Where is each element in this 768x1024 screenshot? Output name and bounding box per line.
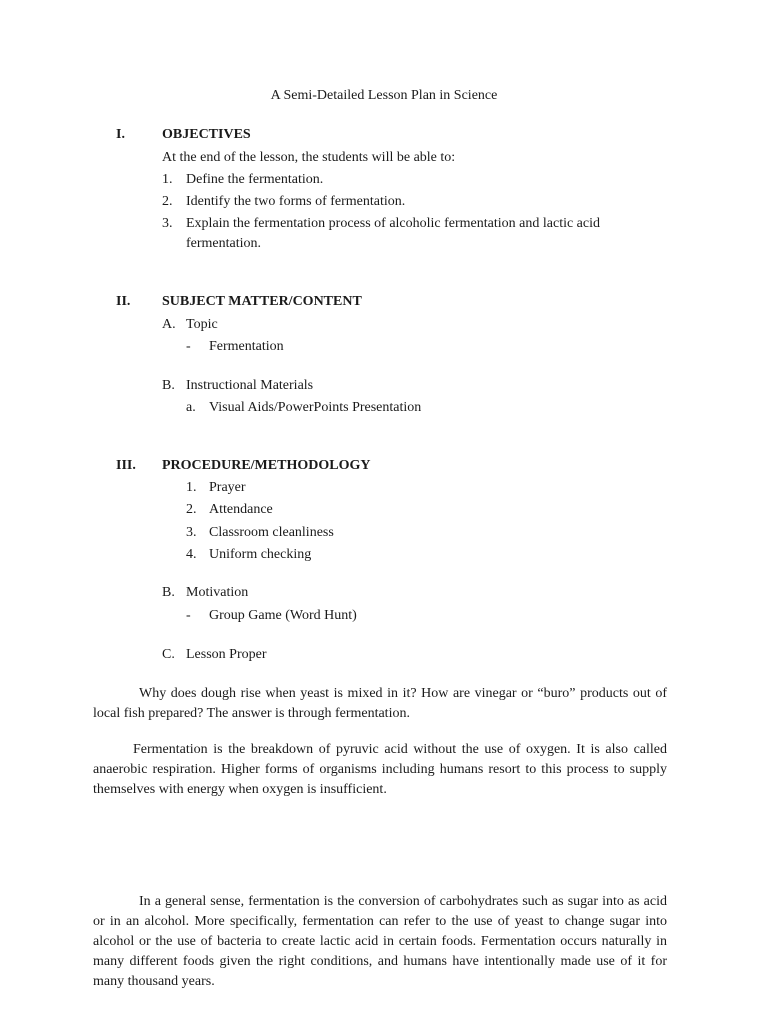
body-paragraph	[93, 740, 667, 800]
objective-item: Define the fermentation.	[186, 172, 324, 187]
subsection-letter: B.	[162, 585, 175, 600]
subsection-letter: C.	[162, 647, 175, 662]
section-heading-objectives: OBJECTIVES	[162, 127, 251, 142]
section-heading-subject-matter: SUBJECT MATTER/CONTENT	[162, 294, 362, 309]
section-numeral-procedure: III.	[116, 458, 136, 473]
bullet-dash: -	[186, 608, 191, 623]
topic-label: Topic	[186, 317, 218, 332]
body-paragraph	[93, 684, 667, 724]
section-numeral-subject-matter: II.	[116, 294, 131, 309]
objective-item: Identify the two forms of fermentation.	[186, 194, 406, 209]
topic-value: Fermentation	[209, 339, 284, 354]
procedure-number: 3.	[186, 525, 197, 540]
objectives-intro: At the end of the lesson, the students will be able to:	[162, 150, 456, 165]
subsection-letter: A.	[162, 317, 176, 332]
bullet-dash: -	[186, 339, 191, 354]
motivation-label: Motivation	[186, 585, 249, 600]
section-heading-procedure: PROCEDURE/METHODOLOGY	[162, 458, 371, 473]
procedure-item: Classroom cleanliness	[209, 525, 334, 540]
materials-value: Visual Aids/PowerPoints Presentation	[209, 400, 422, 415]
sub-item-letter: a.	[186, 400, 196, 415]
paragraph-text: In a general sense, fermentation is the conversion of carbohydrates such as sugar into as acid or in an alcohol. More specifically, fermentation can refer to the use of yeast to change sugar into alcohol or the use of bacteria to create lactic acid in certain foods. Fermentation occurs naturally in many different foods given the right conditions, and humans have intentionally made use of it for many thousand years.	[93, 894, 667, 989]
procedure-item: Uniform checking	[209, 547, 312, 562]
body-paragraph	[93, 892, 667, 992]
objective-number: 2.	[162, 194, 173, 209]
procedure-number: 4.	[186, 547, 197, 562]
materials-label: Instructional Materials	[186, 378, 314, 393]
motivation-value: Group Game (Word Hunt)	[209, 608, 357, 623]
objective-item-continued: fermentation.	[186, 236, 262, 251]
procedure-number: 2.	[186, 502, 197, 517]
section-numeral-objectives: I.	[116, 127, 125, 142]
procedure-item: Prayer	[209, 480, 246, 495]
objective-number: 3.	[162, 216, 173, 231]
lesson-proper-label: Lesson Proper	[186, 647, 267, 662]
procedure-number: 1.	[186, 480, 197, 495]
procedure-item: Attendance	[209, 502, 273, 517]
document-title: A Semi-Detailed Lesson Plan in Science	[270, 88, 498, 103]
paragraph-text: Why does dough rise when yeast is mixed in it? How are vinegar or “buro” products out of local fish prepared? The answer is through fermentation.	[93, 686, 667, 721]
subsection-letter: B.	[162, 378, 175, 393]
paragraph-text: Fermentation is the breakdown of pyruvic acid without the use of oxygen. It is also called anaerobic respiration. Higher forms of organisms including humans resort to this process to supply themselves with energy when oxygen is insufficient.	[93, 742, 667, 797]
objective-number: 1.	[162, 172, 173, 187]
objective-item: Explain the fermentation process of alcoholic fermentation and lactic acid	[186, 216, 600, 231]
